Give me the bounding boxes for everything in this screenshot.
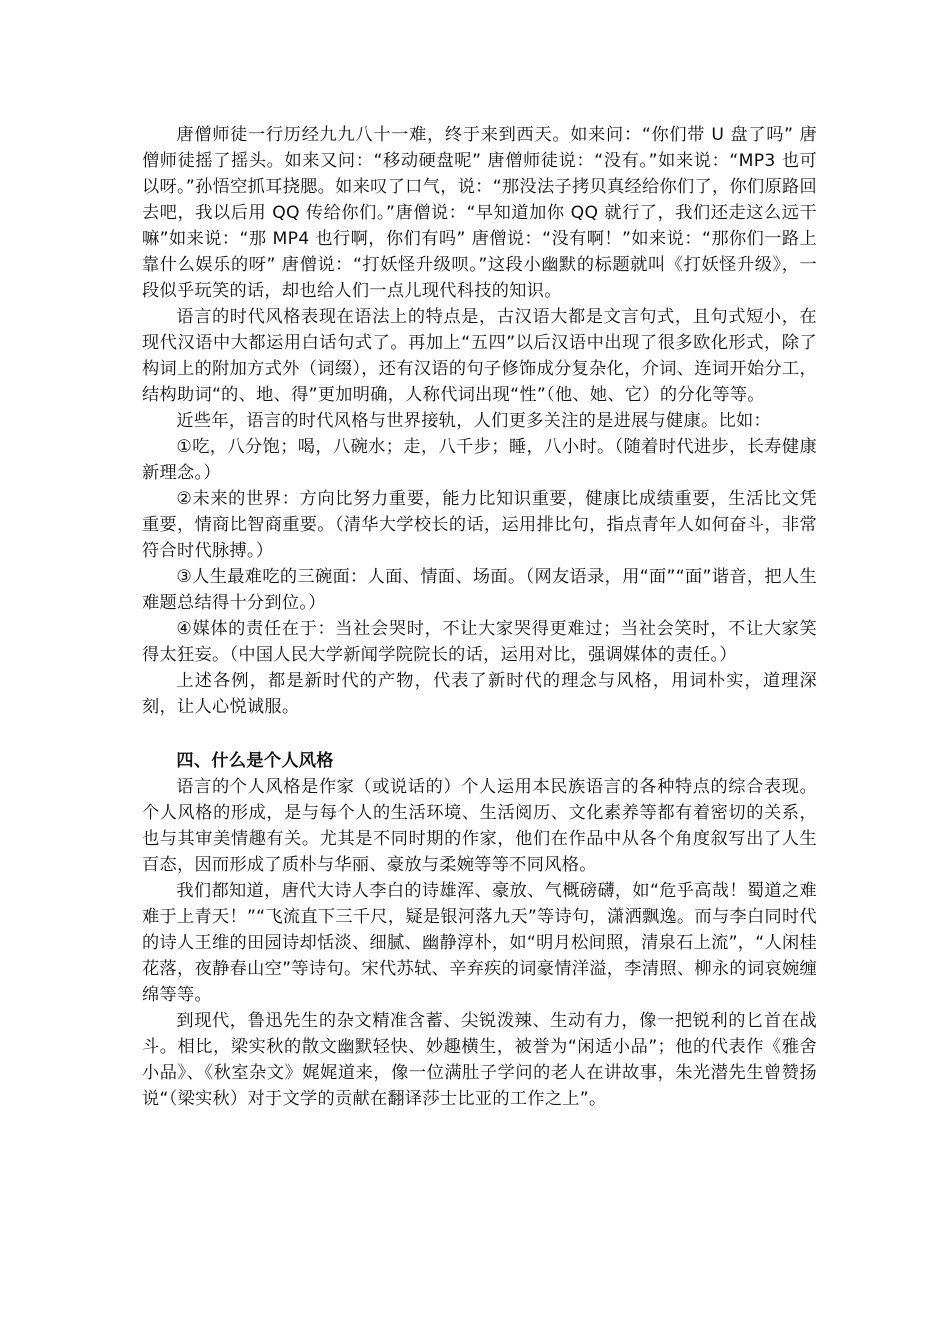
paragraph-example-1: ①吃，八分饱；喝，八碗水；走，八千步；睡，八小时。（随着时代进步，长寿健康新理念。） bbox=[142, 437, 817, 483]
paragraph-example-4: ④媒体的责任在于：当社会哭时，不让大家哭得更难过；当社会笑时，不让大家笑得太狂妄。（中国人民大学新闻学院院长的话，运用对比，强调媒体的责任。） bbox=[142, 619, 817, 665]
paragraph-example-2: ②未来的世界：方向比努力重要，能力比知识重要，健康比成绩重要，生活比文凭重要，情商比智商重要。（清华大学校长的话，运用排比句，指点青年人如何奋斗，非常符合时代脉搏。） bbox=[142, 489, 817, 561]
section-spacer bbox=[142, 720, 817, 748]
paragraph-modern-trend: 近些年，语言的时代风格与世界接轨，人们更多关注的是进展与健康。比如： bbox=[176, 411, 771, 431]
paragraph-personal-style: 语言的个人风格是作家（或说话的）个人运用本民族语言的各种特点的综合表现。个人风格的形成，是与每个人的生活环境、生活阅历、文化素养等都有着密切的关系，也与其审美情趣有关。尤其是不同时期的作家，他们在作品中从各个角度叙写出了人生百态，因而形成了质朴与华丽、豪放与柔婉等等不同风格。 bbox=[142, 777, 817, 875]
section-heading: 四、什么是个人风格 bbox=[176, 751, 334, 771]
paragraph-lu-xun-liang-shiqiu: 到现代，鲁迅先生的杂文精准含蓄、尖锐泼辣、生动有力，像一把锐利的匕首在战斗。相比，梁实秋的散文幽默轻快、妙趣横生，被誉为“闲适小品”；他的代表作《雅舍小品》、《秋室杂文》娓娓道来，像一位满肚子学问的老人在讲故事，朱光潜先生曾赞扬说“（梁实秋）对于文学的贡献在翻译莎士比亚的工作之上”。 bbox=[142, 1011, 817, 1109]
document-page bbox=[142, 122, 817, 1112]
paragraph-example-3: ③人生最难吃的三碗面：人面、情面、场面。（网友语录，用“面”“面”谐音，把人生难题总结得十分到位。） bbox=[142, 567, 817, 613]
paragraph-li-bai-wang-wei: 我们都知道，唐代大诗人李白的诗雄浑、豪放、气概磅礴，如“危乎高哉！蜀道之难难于上青天！”“飞流直下三千尺，疑是银河落九天”等诗句，潇洒飘逸。而与李白同时代的诗人王维的田园诗却恬淡、细腻、幽静淳朴，如“明月松间照，清泉石上流”，“人闲桂花落，夜静春山空”等诗句。宋代苏轼、辛弃疾的词豪情洋溢，李清照、柳永的词哀婉缠绵等等。 bbox=[142, 881, 817, 1005]
paragraph-summary: 上述各例，都是新时代的产物，代表了新时代的理念与风格，用词朴实，道理深刻，让人心悦诚服。 bbox=[142, 671, 817, 717]
paragraph-grammar-style: 语言的时代风格表现在语法上的特点是，古汉语大都是文言句式，且句式短小，在现代汉语中大都运用白话句式了。再加上“五四”以后汉语中出现了很多欧化形式，除了构词上的附加方式外（词缀），还有汉语的句子修饰成分复杂化，介词、连词开始分工，结构助词“的、地、得”更加明确，人称代词出现“性”（他、她、它）的分化等等。 bbox=[142, 307, 817, 405]
paragraph-tang-monk-joke: 唐僧师徒一行历经九九八十一难，终于来到西天。如来问：“你们带 U 盘了吗” 唐僧师徒摇了摇头。如来又问：“移动硬盘呢” 唐僧师徒说：“没有。”如来说：“MP3 也可以呀。”孙悟空抓耳挠腮。如来叹了口气，说：“那没法子拷贝真经给你们了，你们原路回去吧，我以后用 QQ 传给你们。”唐僧说：“早知道加你 QQ 就行了，我们还走这么远干嘛”如来说：“那 MP4 也行啊，你们有吗” 唐僧说：“没有啊！”如来说：“那你们一路上靠什么娱乐的呀” 唐僧说：“打妖怪升级呗。”这段小幽默的标题就叫《打妖怪升级》，一段似乎玩笑的话，却也给人们一点儿现代科技的知识。 bbox=[142, 125, 817, 301]
